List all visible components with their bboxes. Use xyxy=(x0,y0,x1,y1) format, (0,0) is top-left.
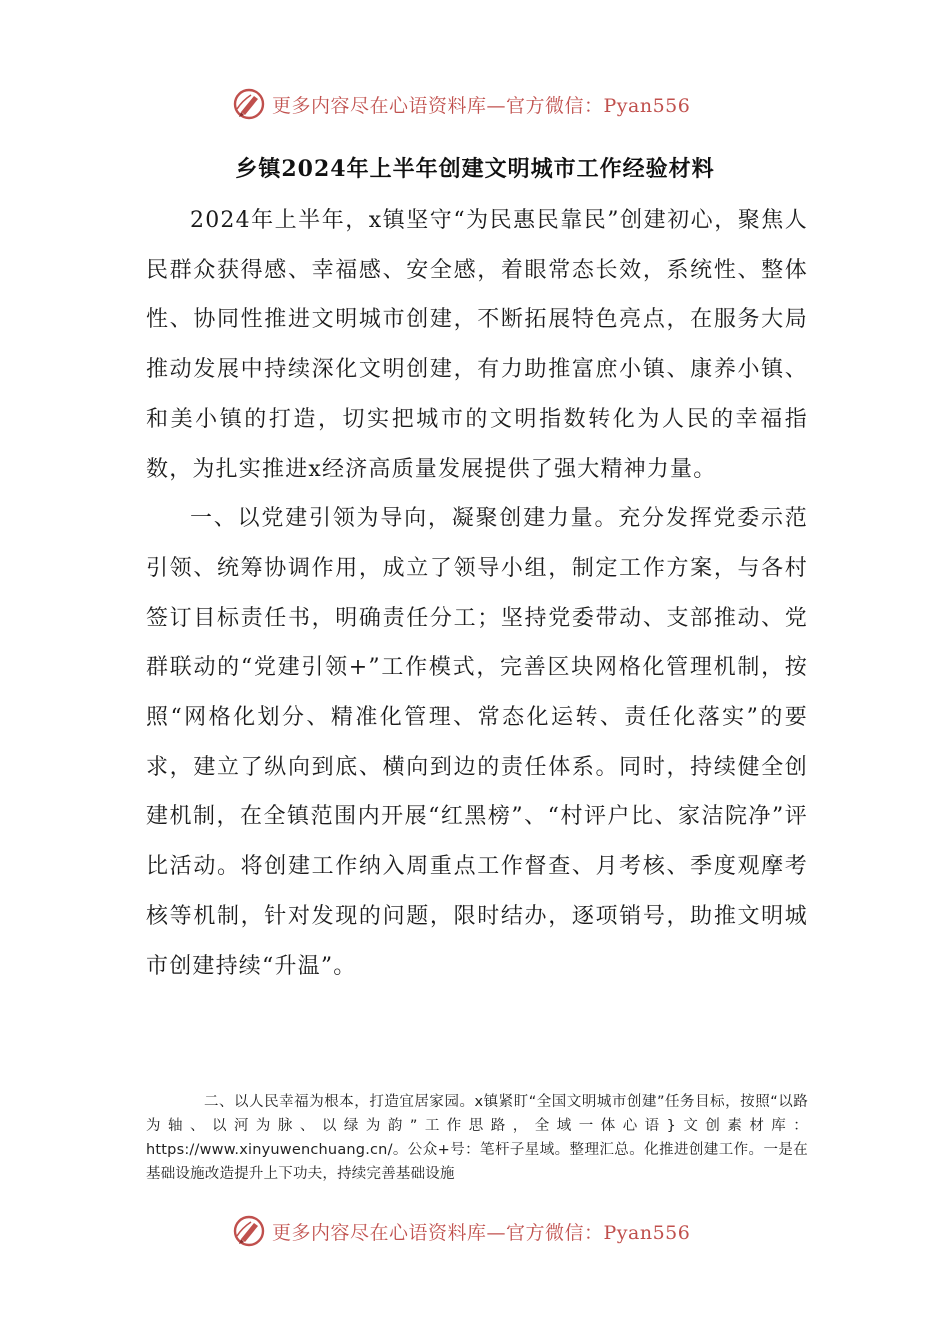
section-two-paragraph-block xyxy=(146,1090,808,1186)
pen-logo-icon xyxy=(232,1214,266,1248)
footer-watermark-banner xyxy=(0,1211,950,1251)
document-body xyxy=(146,196,808,991)
document-title: 乡镇2024年上半年创建文明城市工作经验材料 xyxy=(235,156,715,182)
pen-logo-icon xyxy=(232,87,266,121)
watermark-text: 更多内容尽在心语资料库—官方微信：Pyan556 xyxy=(272,94,691,117)
header-watermark-banner xyxy=(0,84,950,124)
watermark-text: 更多内容尽在心语资料库—官方微信：Pyan556 xyxy=(272,1221,691,1244)
section-two-paragraph: 二、以人民幸福为根本，打造宜居家园。x镇紧盯“全国文明城市创建”任务目标，按照“以路为轴、以河为脉、以绿为韵”工作思路，全域一体心语}文创素材库：https://www.xinyuwenchuang.cn/。公众+号：笔杆子星域。整理汇总。化推进创建工作。一是在基础设施改造提升上下功夫，持续完善基础设施 xyxy=(146,1094,808,1182)
section-one-paragraph: 一、以党建引领为导向，凝聚创建力量。充分发挥党委示范引领、统筹协调作用，成立了领导小组，制定工作方案，与各村签订目标责任书，明确责任分工；坚持党委带动、支部推动、党群联动的“党建引领+”工作模式，完善区块网格化管理机制，按照“网格化划分、精准化管理、常态化运转、责任化落实”的要求，建立了纵向到底、横向到边的责任体系。同时，持续健全创建机制，在全镇范围内开展“红黑榜”、“村评户比、家洁院净”评比活动。将创建工作纳入周重点工作督查、月考核、季度观摩考核等机制，针对发现的问题，限时结办，逐项销号，助推文明城市创建持续“升温”。 xyxy=(146,506,808,979)
intro-paragraph: 2024年上半年，x镇坚守“为民惠民靠民”创建初心，聚焦人民群众获得感、幸福感、安全感，着眼常态长效，系统性、整体性、协同性推进文明城市创建，不断拓展特色亮点，在服务大局推动发展中持续深化文明创建，有力助推富庶小镇、康养小镇、和美小镇的打造，切实把城市的文明指数转化为人民的幸福指数，为扎实推进x经济高质量发展提供了强大精神力量。 xyxy=(146,208,808,482)
